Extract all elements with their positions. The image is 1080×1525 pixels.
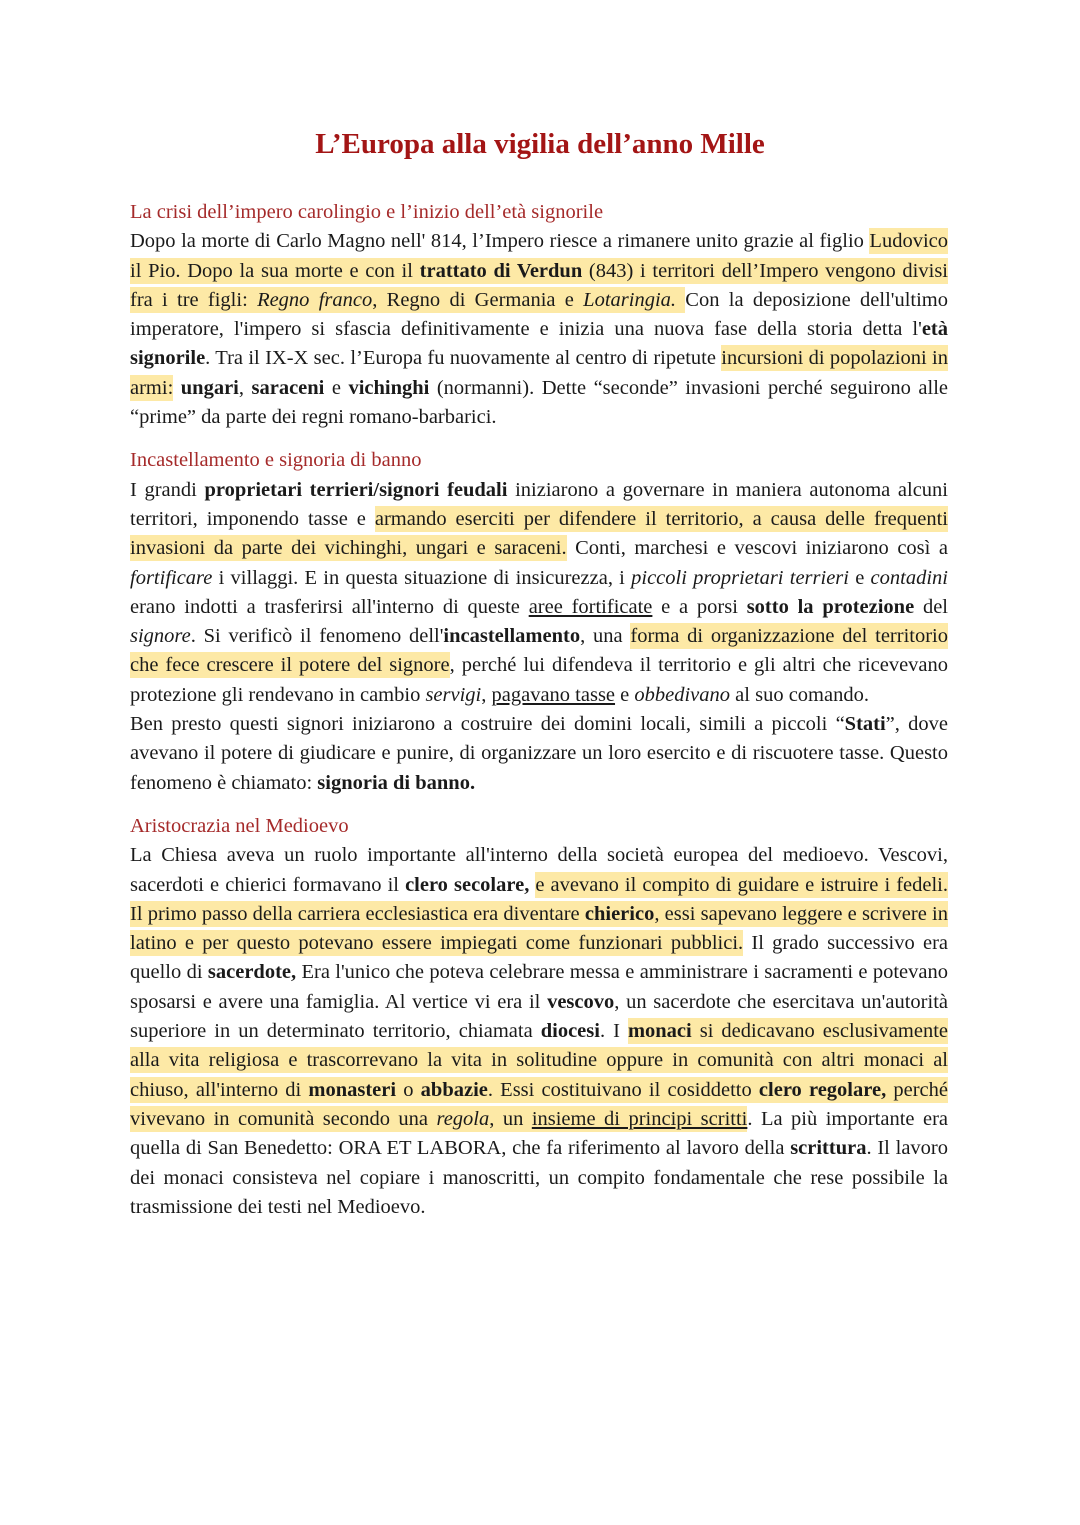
bold-text: sacerdote,: [207, 961, 297, 984]
paragraph: [130, 710, 948, 798]
bold-text: sotto la protezione: [746, 595, 915, 618]
highlighted-text: monasteri: [308, 1078, 397, 1101]
section-heading: La crisi dell’impero carolingio e l’inizio dell’età signorile: [130, 201, 604, 223]
highlighted-text: Ludovico il Pio. Dopo la sua morte e con il: [130, 230, 948, 282]
bold-text: Stati: [844, 713, 886, 736]
italic-text: obbedivano: [634, 683, 731, 706]
bold-text: scrittura: [790, 1137, 867, 1160]
paragraph: [130, 841, 948, 1222]
section-heading: Incastellamento e signoria di banno: [130, 449, 422, 472]
section-heading: Aristocrazia nel Medioevo: [130, 814, 349, 837]
bold-text: diocesi: [540, 1020, 600, 1043]
section-2: [130, 446, 948, 798]
highlighted-text: incursioni di popolazioni in armi:: [130, 347, 948, 399]
italic-text: signore: [130, 625, 191, 648]
highlighted-text: . Essi costituivano il cosiddetto: [487, 1078, 759, 1101]
highlighted-text: clero regolare,: [758, 1078, 887, 1101]
text-run: e a porsi: [652, 595, 747, 618]
text-run: e: [848, 566, 871, 589]
highlighted-text: regola: [436, 1107, 490, 1130]
bold-text: ungari: [180, 376, 239, 399]
text-run: Conti, marchesi e vescovi iniziarono così a: [566, 537, 948, 560]
highlighted-text: , essi sapevano leggere e scrivere in latino e per questo potevano essere impiegati come funzionari pubblici.: [130, 902, 948, 955]
highlighted-text: o: [396, 1078, 421, 1101]
text-run: La Chiesa aveva un ruolo importante all'interno della società europea del medioevo. Vescovi, sacerdoti e chierici formavano il: [130, 844, 948, 896]
text-run: . I: [599, 1020, 628, 1043]
highlighted-text: monaci: [627, 1020, 692, 1043]
bold-text: vichinghi: [348, 376, 430, 399]
highlighted-text: Lotaringia.: [583, 288, 686, 311]
italic-text: piccoli proprietari terrieri: [631, 566, 849, 589]
highlighted-text: armando eserciti per difendere il territorio, a causa delle frequenti invasioni da parte dei vichinghi, ungari e saraceni.: [130, 507, 948, 560]
text-run: Era l'unico che poteva celebrare messa e amministrare i sacramenti e potevano sposarsi e avere una famiglia. Al vertice vi era il: [130, 961, 948, 1013]
section-3: [130, 812, 948, 1222]
highlighted-text: si dedicavano esclusivamente alla vita religiosa e trascorrevano la vita in solitudine oppure in comunità con altri monaci al chiuso, all'interno di: [130, 1020, 949, 1101]
document-title: L’Europa alla vigilia dell’anno Mille: [315, 128, 765, 160]
italic-text: fortificare: [130, 566, 213, 589]
text-run: ”, dove avevano il potere di giudicare e punire, di organizzare un loro esercito e di riscuotere tasse. Questo fenomeno è chiamato:: [130, 713, 948, 794]
highlighted-text: trattato di Verdun: [419, 259, 583, 282]
text-run: del: [914, 595, 949, 618]
text-run: . Si verificò il fenomeno dell': [190, 625, 444, 648]
highlighted-text: , un: [489, 1107, 532, 1130]
text-run: I grandi: [130, 478, 205, 501]
highlighted-text: Regno franco: [257, 288, 373, 311]
text-run: , un sacerdote che esercitava un'autorità superiore in un determinato territorio, chiamata: [130, 990, 948, 1043]
text-run: e: [615, 683, 635, 706]
bold-text: saraceni: [251, 376, 325, 399]
highlighted-text: perché vivevano in comunità secondo una: [130, 1078, 949, 1130]
text-run: e: [324, 376, 349, 399]
highlighted-text: (843) i territori dell’Impero vengono divisi fra i tre figli:: [130, 259, 948, 311]
highlighted-text: chierico: [584, 902, 655, 925]
highlighted-text: forma di organizzazione del territorio che fece crescere il potere del signore: [130, 625, 948, 677]
text-run: Ben presto questi signori iniziarono a costruire dei domini locali, simili a piccoli “: [130, 713, 845, 736]
text-run: [173, 377, 181, 399]
text-run: . Tra il IX-X sec. l’Europa fu nuovamente al centro di ripetute: [205, 347, 722, 370]
text-run: , perché lui difendeva il territorio e gli altri che ricevevano protezione gli rendevano in cambio: [130, 654, 949, 706]
bold-text: vescovo: [547, 990, 615, 1013]
bold-text: incastellamento: [443, 625, 581, 648]
bold-text: clero secolare,: [405, 873, 530, 896]
text-run: . La più importante era quella di San Benedetto: ORA ET LABORA, che fa riferimento al lavoro della: [130, 1107, 949, 1160]
underlined-text: pagavano tasse: [491, 683, 616, 706]
text-run: (normanni). Dette “seconde” invasioni perché seguirono alle “prime” da parte dei regni romano-barbarici.: [130, 376, 949, 429]
bold-text: età signorile: [130, 318, 948, 370]
text-run: . Il lavoro dei monaci consisteva nel copiare i manoscritti, un compito fondamentale che rese possibile la trasmissione dei testi nel Medioevo.: [130, 1137, 948, 1218]
bold-text: signoria di banno.: [317, 771, 476, 794]
document-body: [130, 198, 948, 1236]
highlighted-text: insieme di principi scritti: [531, 1107, 748, 1130]
text-run: erano indotti a trasferirsi all'interno di queste: [130, 595, 529, 618]
text-run: ,: [481, 683, 492, 706]
highlighted-text: e avevano il compito di guidare e istruire i fedeli. Il primo passo della carriera ecclesiastica era diventare: [130, 873, 948, 925]
highlighted-text: , Regno di Germania e: [372, 288, 584, 311]
paragraph: [130, 227, 948, 432]
text-run: iniziarono a governare in maniera autonoma alcuni territori, imponendo tasse e: [130, 478, 948, 530]
underlined-text: aree fortificate: [528, 595, 653, 618]
highlighted-text: abbazie: [420, 1078, 488, 1101]
text-run: al suo comando.: [730, 683, 869, 706]
paragraph: [130, 476, 948, 710]
text-run: Con la deposizione dell'ultimo imperatore, l'impero si sfascia definitivamente e inizia una nuova fase della storia detta l': [130, 288, 948, 341]
text-run: Il grado successivo era quello di: [130, 932, 948, 984]
section-1: [130, 198, 948, 432]
text-run: Dopo la morte di Carlo Magno nell' 814, l’Impero riesce a rimanere unito grazie al figlio: [130, 230, 870, 253]
text-run: ,: [238, 376, 252, 399]
text-run: , una: [580, 625, 631, 648]
italic-text: servigi: [425, 683, 482, 706]
text-run: i villaggi. E in questa situazione di insicurezza, i: [212, 566, 632, 589]
bold-text: proprietari terrieri/signori feudali: [204, 478, 508, 501]
italic-text: contadini: [870, 566, 948, 589]
